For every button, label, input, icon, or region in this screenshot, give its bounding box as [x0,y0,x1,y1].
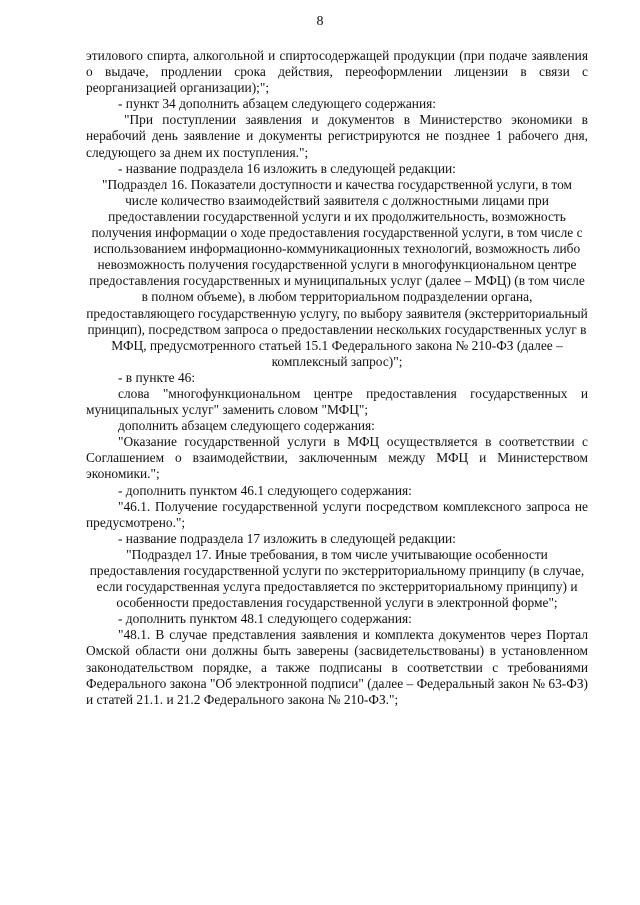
document-body [86,48,588,708]
paragraph: - дополнить пунктом 46.1 следующего содержания: [118,482,412,498]
subsection-title: "Подраздел 16. Показатели доступности и качества государственной услуги, в том числе количество взаимодействий заявителя с должностными лицами при предоставлении государственной услуги и их продолжительность, возможность получения информации о ходе предоставления государственной услуги, в том числе с использованием информационно-коммуникационных технологий, возможность либо невозможность получения государственной услуги в многофункциональном центре предоставления государственных и муниципальных услуг (далее – МФЦ) (в том числе в полном объеме), в любом территориальном подразделении органа, предоставляющего государственную услугу, по выбору заявителя (экстерриториальный принцип), посредством запроса о предоставлении нескольких государственных услуг в МФЦ, предусмотренного статьей 15.1 Федерального закона № 210-ФЗ (далее – комплексный запрос)"; [86,176,588,369]
paragraph: - название подраздела 17 изложить в следующей редакции: [118,530,456,546]
paragraph: - в пункте 46: [118,369,196,385]
page-number: 8 [316,14,324,29]
paragraph: "48.1. В случае представления заявления и комплекта документов через Портал Омской области они должны быть заверены (засвидетельствованы) в установленном законодательством порядке, а также подписаны в соответствии с требованиями Федерального закона "Об электронной подписи" (далее – Федеральный закон № 63-ФЗ) и статей 21.1. и 21.2 Федерального закона № 210-ФЗ."; [86,627,588,707]
paragraph: "Оказание государственной услуги в МФЦ осуществляется в соответствии с Соглашением о взаимодействии, заключенным между МФЦ и Министерством экономики."; [86,434,588,482]
subsection-title: "Подраздел 17. Иные требования, в том числе учитывающие особенности предоставления государственной услуги по экстерриториальному принципу (в случае, если государственная услуга предоставляется по экстерриториальному принципу) и особенности предоставления государственной услуги в электронной форме"; [89,546,585,611]
paragraph: слова "многофункциональном центре предоставления государственных и муниципальных услуг" заменить словом "МФЦ"; [86,385,588,418]
paragraph: дополнить абзацем следующего содержания: [118,418,375,434]
paragraph: этилового спирта, алкогольной и спиртосодержащей продукции (при подаче заявления о выдаче, продлении срока действия, переоформлении лицензии в связи с реорганизацией организации);"; [86,48,588,96]
paragraph: "При поступлении заявления и документов в Министерство экономики в нерабочий день заявление и документы регистрируются не позднее 1 рабочего дня, следующего за днем их поступления."; [86,112,588,160]
paragraph: - пункт 34 дополнить абзацем следующего содержания: [118,96,437,112]
paragraph: - дополнить пунктом 48.1 следующего содержания: [118,611,412,627]
paragraph: - название подраздела 16 изложить в следующей редакции: [118,160,456,176]
paragraph: "46.1. Получение государственной услуги посредством комплексного запроса не предусмотрено."; [86,498,588,530]
